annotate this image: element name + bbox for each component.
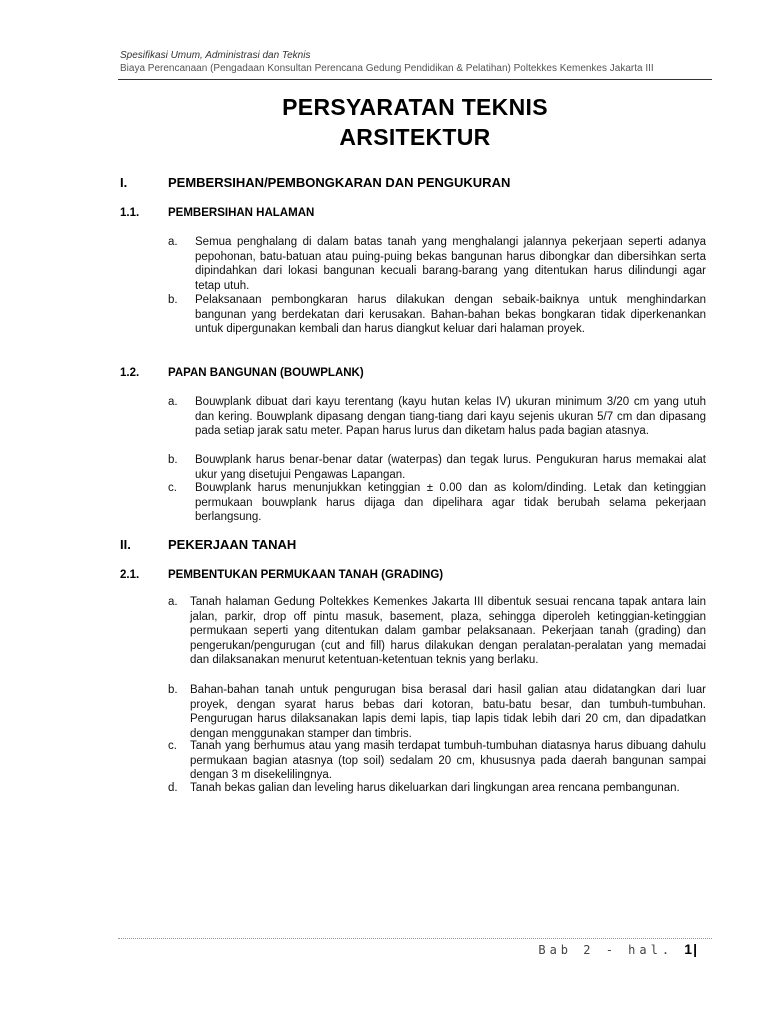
list-marker: c. (168, 482, 177, 494)
list-item-text: Bouwplank harus benar-benar datar (waterpas) dan tegak lurus. Pengukuran harus memakai alat ukur yang disetujui Pengawas Lapangan. (195, 454, 706, 481)
page-footer (538, 941, 698, 957)
subsection-title: PEMBENTUKAN PERMUKAAN TANAH (GRADING) (168, 569, 444, 581)
document-title-line-1: PERSYARATAN TEKNIS (282, 94, 548, 120)
list-item-text: Semua penghalang di dalam batas tanah yang menghalangi jalannya pekerjaan seperti adanya pepohonan, batu-batuan atau puing-puing bekas bangunan harus dibongkar dan dibersihkan serta dipindahkan dari lokasi bangunan kecuali barang-barang yang ditentukan harus dilindungi agar tetap utuh. (195, 236, 706, 292)
list-item-text: Pelaksanaan pembongkaran harus dilakukan dengan sebaik-baiknya untuk menghindarkan bangunan yang berdekatan dari kerusakan. Bahan-bahan bekas bongkaran tidak diperkenankan untuk dipergunakan kembali dan harus diangkut keluar dari halaman proyek. (195, 294, 706, 335)
list-item-text: Tanah halaman Gedung Poltekkes Kemenkes Jakarta III dibentuk sesuai rencana tapak antara lain jalan, parkir, drop off pintu masuk, basement, plaza, sehingga diperoleh ketinggian-ketinggian permukaan seperti yang ditentukan dalam gambar pelaksanaan. Pekerjaan tanah (grading) dan pengerukan/pengurugan (cut and fill) harus dilakukan dengan peralatan-peralatan yang memadai dan dilaksanakan menurut ketentuan-ketentuan teknis yang berlaku. (190, 596, 706, 666)
header-line-2: Biaya Perencanaan (Pengadaan Konsultan Perencana Gedung Pendidikan & Pelatihan) Poltekkes Kemenkes Jakarta III (120, 63, 654, 74)
subsection-number: 1.1. (120, 207, 140, 219)
list-marker: a. (168, 236, 178, 248)
list-marker: b. (168, 684, 178, 696)
running-header (120, 49, 710, 75)
subsection-number: 2.1. (120, 569, 140, 581)
list-item-text: Tanah yang berhumus atau yang masih terdapat tumbuh-tumbuhan diatasnya harus dibuang dahulu permukaan bagian atasnya (top soil) sedalam 20 cm, khususnya pada daerah bangunan sampai dengan 3 m disekelilingnya. (190, 740, 706, 781)
subsection-title: PAPAN BANGUNAN (BOUWPLANK) (168, 367, 364, 379)
list-marker: b. (168, 294, 178, 306)
section-number: I. (120, 175, 128, 190)
subsection-title: PEMBERSIHAN HALAMAN (168, 207, 315, 219)
list-marker: b. (168, 454, 178, 466)
list-marker: d. (168, 782, 178, 794)
list-item-text: Bouwplank harus menunjukkan ketinggian ± 0.00 dan as kolom/dinding. Letak dan ketinggian permukaan bouwplank harus dijaga dan dipelihara agar tidak berubah selama pekerjaan berlangsung. (195, 482, 706, 523)
section-title: PEKERJAAN TANAH (168, 537, 297, 552)
header-divider (118, 79, 712, 80)
list-marker: c. (168, 740, 177, 752)
footer-divider (118, 938, 712, 939)
section-number: II. (120, 537, 131, 552)
list-item-text: Tanah bekas galian dan leveling harus dikeluarkan dari lingkungan area rencana pembangunan. (190, 782, 680, 794)
document-title-line-2: ARSITEKTUR (339, 124, 491, 150)
list-marker: a. (168, 596, 178, 608)
subsection-number: 1.2. (120, 367, 140, 379)
list-item-text: Bouwplank dibuat dari kayu terentang (kayu hutan kelas IV) ukuran minimum 3/20 cm yang utuh dan kering. Bouwplank dipasang dengan tiang-tiang dari kayu sejenis ukuran 5/7 cm dan dipasang pada setiap jarak satu meter. Papan harus lurus dan diketam halus pada bagian atasnya. (195, 396, 706, 437)
section-title: PEMBERSIHAN/PEMBONGKARAN DAN PENGUKURAN (168, 175, 511, 190)
list-item-text: Bahan-bahan tanah untuk pengurugan bisa berasal dari hasil galian atau didatangkan dari luar proyek, dengan syarat harus bebas dari kotoran, batu-batu besar, dan tumbuh-tumbuhan. Pengurugan harus dilaksanakan lapis demi lapis, tiap lapis tidak lebih dari 20 cm, dan dipadatkan dengan menggunakan stamper dan timbris. (190, 684, 706, 740)
list-marker: a. (168, 396, 178, 408)
page-number: 1| (684, 941, 698, 957)
footer-chapter-label: Bab 2 - hal. (538, 943, 674, 957)
header-line-1: Spesifikasi Umum, Administrasi dan Teknis (120, 50, 311, 61)
